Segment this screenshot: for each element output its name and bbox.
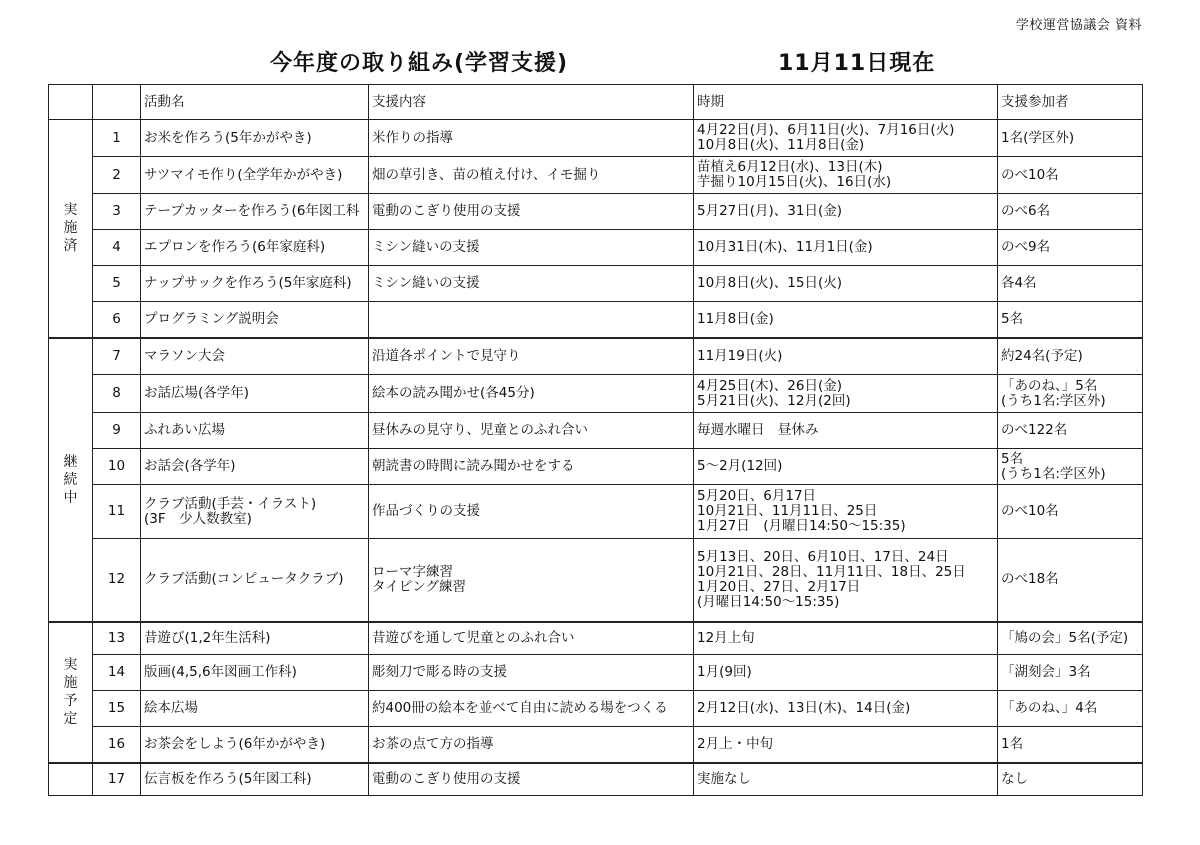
period-cell-line: 10月21日、11月11日、25日 — [697, 503, 878, 519]
content-cell-line: 電動のこぎり使用の支援 — [372, 770, 521, 787]
period-cell-line: 11月19日(火) — [697, 347, 783, 364]
content-cell — [369, 413, 694, 449]
row-number: 12 — [93, 539, 141, 622]
table-row — [49, 691, 1143, 727]
activity-cell — [141, 338, 369, 375]
content-cell-line: 絵本の読み聞かせ(各45分) — [372, 385, 535, 401]
table-row — [49, 375, 1143, 413]
participants-cell — [998, 691, 1143, 727]
participants-cell-line: 1名 — [1001, 735, 1024, 752]
period-cell — [694, 655, 998, 691]
page-title: 今年度の取り組み(学習支援) — [270, 51, 569, 76]
period-cell-line: 5月21日(火)、12月(2回) — [697, 392, 851, 409]
period-cell-line: 10月8日(火)、15日(火) — [697, 275, 843, 291]
row-number: 15 — [93, 691, 141, 727]
content-cell — [369, 763, 694, 796]
participants-cell-line: 5名 — [1001, 310, 1024, 327]
status-group-label: 実施済 — [63, 202, 78, 255]
participants-cell — [998, 230, 1143, 266]
activity-cell — [141, 230, 369, 266]
period-cell — [694, 539, 998, 622]
row-number: 4 — [93, 230, 141, 266]
row-number: 6 — [93, 302, 141, 338]
content-cell-line: 約400冊の絵本を並べて自由に読める場をつくる — [372, 700, 668, 716]
period-cell-line: 芋掘り10月15日(火)、16日(水) — [697, 174, 892, 190]
status-group-label: 継続中 — [63, 453, 78, 506]
period-cell-line: 4月25日(木)、26日(金) — [697, 377, 843, 394]
table-row — [49, 266, 1143, 302]
period-cell-line: (月曜日14:50～15:35) — [697, 593, 840, 610]
participants-cell-line: (うち1名:学区外) — [1001, 392, 1106, 409]
participants-cell — [998, 655, 1143, 691]
participants-cell-line: 各4名 — [1001, 275, 1037, 291]
activity-cell-line: マラソン大会 — [144, 347, 225, 364]
period-cell-line: 5月27日(月)、31日(金) — [697, 203, 843, 219]
period-cell — [694, 266, 998, 302]
table-row — [49, 485, 1143, 539]
row-number: 2 — [93, 157, 141, 194]
activity-cell-line: お茶会をしよう(6年かがやき) — [144, 735, 326, 752]
period-cell-line: 5月20日、6月17日 — [697, 488, 817, 504]
table-body — [49, 120, 1143, 796]
activity-cell — [141, 266, 369, 302]
status-group-label: 実施予定 — [63, 657, 78, 727]
period-cell — [694, 302, 998, 338]
row-number: 9 — [93, 413, 141, 449]
period-cell-line: 12月上旬 — [697, 629, 755, 646]
period-cell-line: 1月(9回) — [697, 664, 752, 680]
content-cell — [369, 622, 694, 655]
content-cell — [369, 266, 694, 302]
period-cell-line: 4月22日(月)、6月11日(火)、7月16日(火) — [697, 122, 955, 138]
participants-cell — [998, 338, 1143, 375]
period-cell — [694, 230, 998, 266]
participants-cell-line: 「あのね、」4名 — [1001, 700, 1098, 716]
content-cell — [369, 157, 694, 194]
activity-cell — [141, 413, 369, 449]
period-cell — [694, 375, 998, 413]
period-cell-line: 11月8日(金) — [697, 310, 774, 327]
participants-cell-line: (うち1名:学区外) — [1001, 465, 1106, 482]
row-number: 5 — [93, 266, 141, 302]
period-cell — [694, 485, 998, 539]
table-row — [49, 230, 1143, 266]
participants-cell-line: 「鳩の会」5名(予定) — [1001, 629, 1129, 646]
participants-cell-line: 5名 — [1001, 450, 1024, 467]
participants-cell-line: 1名(学区外) — [1001, 129, 1075, 146]
activity-cell — [141, 622, 369, 655]
content-cell-line: 米作りの指導 — [372, 129, 453, 146]
period-cell — [694, 157, 998, 194]
activity-cell-line: 版画(4,5,6年図画工作科) — [144, 664, 297, 680]
participants-cell — [998, 375, 1143, 413]
content-cell-line: 作品づくりの支援 — [372, 503, 480, 519]
period-cell-line: 5月13日、20日、6月10日、17日、24日 — [697, 548, 949, 565]
row-number: 13 — [93, 622, 141, 655]
participants-cell — [998, 302, 1143, 338]
table-row — [49, 413, 1143, 449]
header-note: 学校運営協議会 資料 — [1015, 18, 1142, 33]
period-cell-line: 実施なし — [697, 770, 751, 787]
participants-cell — [998, 485, 1143, 539]
content-cell-line: ミシン縫いの支援 — [372, 275, 480, 291]
content-cell — [369, 691, 694, 727]
activity-cell-line: クラブ活動(手芸・イラスト) — [144, 495, 317, 512]
row-number: 11 — [93, 485, 141, 539]
content-cell — [369, 655, 694, 691]
content-cell-line: ミシン縫いの支援 — [372, 239, 480, 255]
participants-cell-line: 約24名(予定) — [1001, 347, 1083, 364]
table-row — [49, 622, 1143, 655]
participants-cell — [998, 157, 1143, 194]
header-content: 支援内容 — [369, 85, 694, 120]
header-status — [49, 85, 93, 120]
period-cell-line: 1月27日 (月曜日14:50～15:35) — [697, 518, 906, 534]
table-row — [49, 157, 1143, 194]
status-group-cell — [49, 120, 93, 338]
activity-cell-line: サツマイモ作り(全学年かがやき) — [144, 166, 343, 183]
status-group-cell — [49, 763, 93, 796]
content-cell-line: お茶の点て方の指導 — [372, 735, 494, 752]
participants-cell — [998, 120, 1143, 157]
participants-cell — [998, 266, 1143, 302]
header-participants: 支援参加者 — [998, 85, 1143, 120]
content-cell — [369, 375, 694, 413]
participants-cell-line: なし — [1001, 770, 1028, 787]
row-number: 1 — [93, 120, 141, 157]
content-cell-line: 昼休みの見守り、児童とのふれ合い — [372, 422, 588, 438]
activity-cell-line: テープカッターを作ろう(6年図工科 — [144, 203, 360, 219]
period-cell-line: 5～2月(12回) — [697, 458, 783, 474]
activity-cell-line: 絵本広場 — [144, 700, 198, 716]
activity-cell — [141, 302, 369, 338]
row-number: 3 — [93, 194, 141, 230]
header-period: 時期 — [694, 85, 998, 120]
period-cell — [694, 763, 998, 796]
activity-cell — [141, 449, 369, 485]
activity-cell — [141, 691, 369, 727]
period-cell-line: 2月12日(水)、13日(木)、14日(金) — [697, 700, 911, 716]
table-row — [49, 449, 1143, 485]
activity-cell — [141, 157, 369, 194]
period-cell-line: 1月20日、27日、2月17日 — [697, 578, 861, 595]
activity-cell-line: お話会(各学年) — [144, 458, 236, 474]
table-row — [49, 194, 1143, 230]
activity-cell-line: お米を作ろう(5年かがやき) — [144, 129, 312, 146]
content-cell — [369, 302, 694, 338]
activity-cell — [141, 375, 369, 413]
content-cell — [369, 485, 694, 539]
participants-cell-line: のべ6名 — [1001, 203, 1051, 219]
content-cell — [369, 338, 694, 375]
table-header-row — [49, 85, 1143, 120]
row-number: 14 — [93, 655, 141, 691]
table-row — [49, 338, 1143, 375]
content-cell — [369, 120, 694, 157]
activity-cell-line: 伝言板を作ろう(5年図工科) — [144, 770, 312, 787]
content-cell-line: 畑の草引き、苗の植え付け、イモ掘り — [372, 166, 601, 183]
period-cell — [694, 120, 998, 157]
activity-table — [48, 84, 1143, 796]
status-group-cell — [49, 622, 93, 763]
participants-cell — [998, 539, 1143, 622]
activity-cell — [141, 655, 369, 691]
period-cell — [694, 338, 998, 375]
content-cell — [369, 727, 694, 763]
participants-cell-line: のべ18名 — [1001, 571, 1059, 588]
period-cell-line: 毎週水曜日 昼休み — [697, 422, 819, 438]
period-cell — [694, 727, 998, 763]
header-activity: 活動名 — [141, 85, 369, 120]
period-cell-line: 10月21日、28日、11月11日、18日、25日 — [697, 563, 966, 580]
period-cell-line: 2月上・中旬 — [697, 735, 774, 752]
activity-cell — [141, 727, 369, 763]
period-cell — [694, 194, 998, 230]
participants-cell-line: のべ9名 — [1001, 239, 1051, 255]
table-row — [49, 727, 1143, 763]
content-cell-line: タイピング練習 — [372, 578, 466, 595]
participants-cell-line: のべ122名 — [1001, 422, 1068, 438]
content-cell-line: 昔遊びを通して児童とのふれ合い — [372, 629, 575, 646]
period-cell — [694, 449, 998, 485]
activity-cell-line: ふれあい広場 — [144, 422, 225, 438]
row-number: 17 — [93, 763, 141, 796]
activity-cell-line: クラブ活動(コンピュータクラブ) — [144, 571, 344, 588]
participants-cell — [998, 763, 1143, 796]
row-number: 10 — [93, 449, 141, 485]
as-of-date: 11月11日現在 — [778, 51, 936, 76]
activity-cell — [141, 763, 369, 796]
row-number: 8 — [93, 375, 141, 413]
activity-cell — [141, 194, 369, 230]
period-cell-line: 10月31日(木)、11月1日(金) — [697, 239, 873, 255]
period-cell — [694, 622, 998, 655]
status-group-cell — [49, 338, 93, 622]
activity-cell — [141, 120, 369, 157]
content-cell — [369, 194, 694, 230]
content-cell-line: 電動のこぎり使用の支援 — [372, 203, 521, 219]
participants-cell-line: 「あのね、」5名 — [1001, 377, 1098, 394]
content-cell-line: 朝読書の時間に読み聞かせをする — [372, 458, 575, 474]
activity-cell-line: プログラミング説明会 — [144, 310, 279, 327]
table-row — [49, 302, 1143, 338]
table-row — [49, 655, 1143, 691]
participants-cell — [998, 449, 1143, 485]
table-row — [49, 763, 1143, 796]
activity-cell-line: お話広場(各学年) — [144, 385, 250, 401]
content-cell-line: ローマ字練習 — [372, 563, 453, 580]
participants-cell — [998, 194, 1143, 230]
activity-cell — [141, 485, 369, 539]
row-number: 16 — [93, 727, 141, 763]
period-cell — [694, 413, 998, 449]
participants-cell-line: 「湖刻会」3名 — [1001, 664, 1091, 680]
content-cell-line: 沿道各ポイントで見守り — [372, 347, 521, 364]
activity-cell-line: ナップサックを作ろう(5年家庭科) — [144, 275, 352, 291]
participants-cell — [998, 727, 1143, 763]
row-number: 7 — [93, 338, 141, 375]
participants-cell-line: のべ10名 — [1001, 503, 1059, 519]
content-cell — [369, 230, 694, 266]
period-cell-line: 苗植え6月12日(水)、13日(木) — [697, 159, 883, 175]
table-row — [49, 120, 1143, 157]
activity-cell-line: 昔遊び(1,2年生活科) — [144, 629, 271, 646]
participants-cell — [998, 413, 1143, 449]
period-cell — [694, 691, 998, 727]
participants-cell-line: のべ10名 — [1001, 166, 1059, 183]
activity-cell — [141, 539, 369, 622]
activity-cell-line: エプロンを作ろう(6年家庭科) — [144, 239, 326, 255]
participants-cell — [998, 622, 1143, 655]
period-cell-line: 10月8日(火)、11月8日(金) — [697, 137, 865, 153]
content-cell — [369, 449, 694, 485]
header-number — [93, 85, 141, 120]
content-cell — [369, 539, 694, 622]
table-row — [49, 539, 1143, 622]
activity-cell-line: (3F 少人数教室) — [144, 510, 252, 527]
content-cell-line: 彫刻刀で彫る時の支援 — [372, 664, 507, 680]
